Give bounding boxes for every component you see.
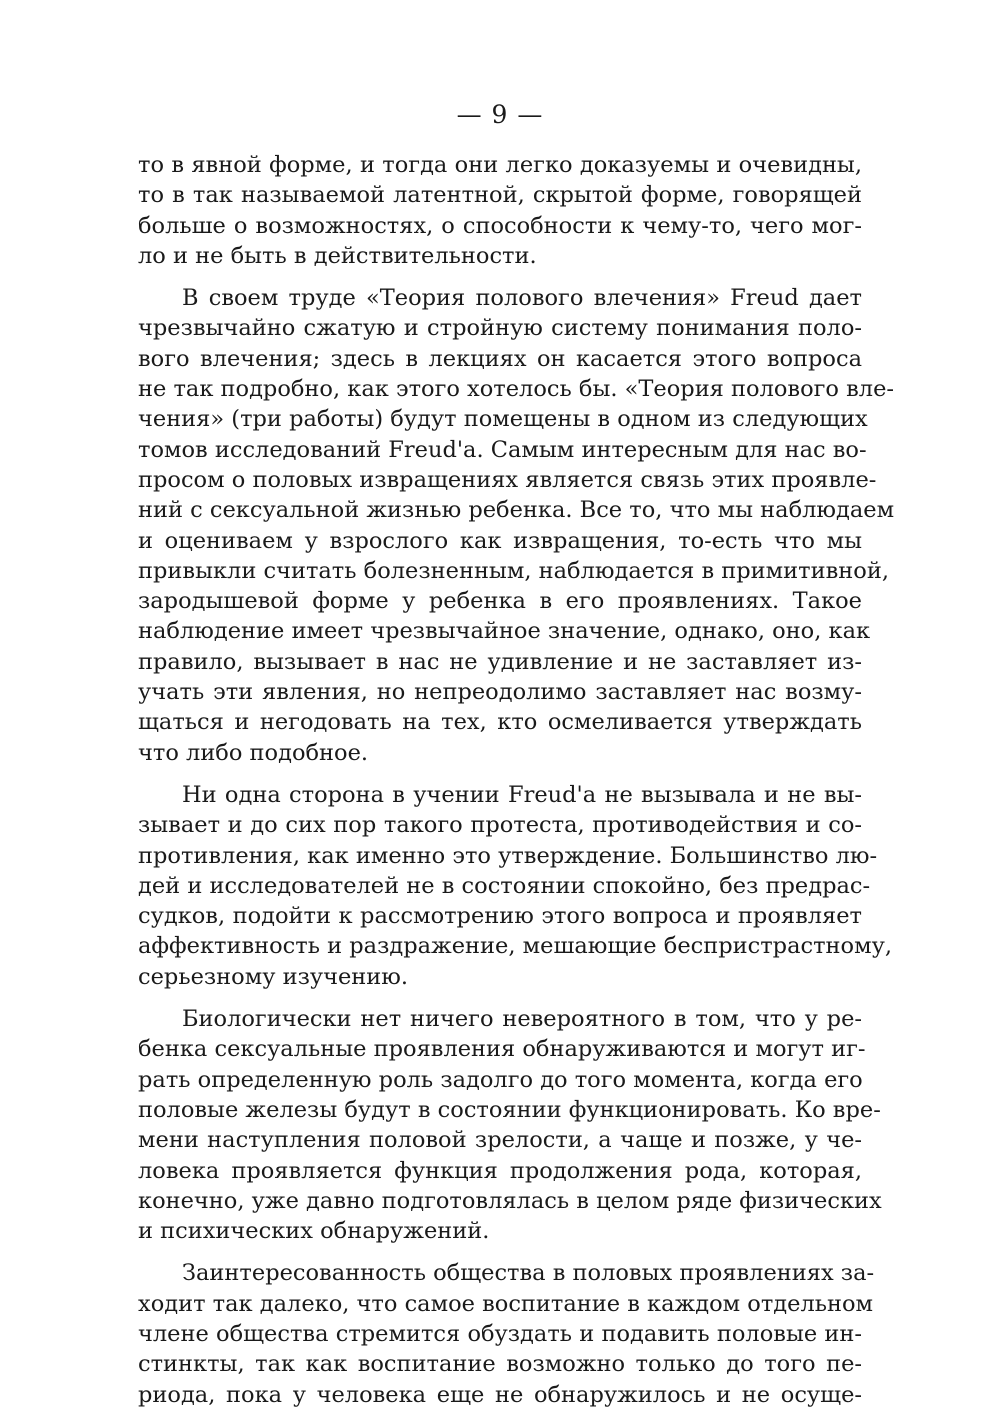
body-text <box>138 150 895 1410</box>
text-line: то в так называемой латентной, скрытой форме, говорящей <box>138 182 862 209</box>
text-line: правило, вызывает в нас не удивление и не заставляет из- <box>138 648 862 675</box>
text-line: мени наступления половой зрелости, а чаще и позже, у че- <box>138 1127 862 1154</box>
text-line: бенка сексуальные проявления обнаруживаются и могут иг- <box>138 1036 866 1063</box>
text-line: Заинтересованность общества в половых проявлениях за- <box>182 1260 875 1287</box>
text-line: Ни одна сторона в учении Freud'a не вызывала и не вы- <box>182 781 862 808</box>
text-line: то в явной форме, и тогда они легко доказуемы и очевидны, <box>138 152 862 178</box>
text-line: ловека проявляется функция продолжения рода, которая, <box>138 1157 862 1184</box>
text-line: ходит так далеко, что самое воспитание в каждом отдельном <box>138 1290 874 1317</box>
text-line: стинкты, так как воспитание возможно только до того пе- <box>138 1351 862 1378</box>
text-line: чения» (три работы) будут помещены в одном из следующих <box>138 406 868 433</box>
text-line: зародышевой форме у ребенка в его проявлениях. Такое <box>138 588 862 615</box>
text-line: рать определенную роль задолго до того момента, когда его <box>138 1066 863 1093</box>
text-line: зывает и до сих пор такого протеста, противодействия и со- <box>138 812 862 839</box>
text-line: дей и исследователей не в состоянии спокойно, без предрас- <box>138 872 871 899</box>
text-line: ний с сексуальной жизнью ребенка. Все то, что мы наблюдаем <box>138 497 895 524</box>
text-line: чрезвычайно сжатую и стройную систему понимания поло- <box>138 315 862 342</box>
text-line: вого влечения; здесь в лекциях он касается этого вопроса <box>138 345 862 372</box>
text-line: риода, пока у человека еще не обнаружилось и не осуще- <box>138 1381 862 1408</box>
text-line: учать эти явления, но непреодолимо заставляет нас возму- <box>138 679 862 706</box>
text-line: судков, подойти к рассмотрению этого вопроса и проявляет <box>138 903 862 930</box>
text-line: половые железы будут в состоянии функционировать. Ко вре- <box>138 1096 881 1123</box>
text-line: просом о половых извращениях является связь этих проявле- <box>138 466 877 493</box>
text-line: и психических обнаружений. <box>138 1218 490 1245</box>
text-line: больше о возможностях, о способности к чему-то, чего мог- <box>138 212 862 239</box>
text-line: и оцениваем у взрослого как извращения, то-есть что мы <box>138 527 862 554</box>
text-line: не так подробно, как этого хотелось бы. «Теория полового вле- <box>138 376 894 403</box>
text-line: члене общества стремится обуздать и подавить половые ин- <box>138 1320 862 1347</box>
text-line: серьезному изучению. <box>138 963 409 990</box>
text-line: противления, как именно это утверждение. Большинство лю- <box>138 842 878 869</box>
text-line: щаться и негодовать на тех, кто осмеливается утверждать <box>138 709 862 736</box>
text-line: аффективность и раздражение, мешающие беспристрастному, <box>138 933 892 960</box>
text-line: наблюдение имеет чрезвычайное значение, однако, оно, как <box>138 618 871 645</box>
text-line: В своем труде «Теория полового влечения» Freud дает <box>182 285 862 312</box>
text-line: конечно, уже давно подготовлялась в целом ряде физических <box>138 1187 882 1214</box>
text-line: Биологически нет ничего невероятного в том, что у ре- <box>182 1006 862 1033</box>
text-line: что либо подобное. <box>138 739 369 766</box>
text-line: ло и не быть в действительности. <box>138 242 537 269</box>
text-line: томов исследований Freud'a. Самым интересным для нас во- <box>138 436 867 463</box>
page-number: — 9 — <box>456 100 544 129</box>
text-line: привыкли считать болезненным, наблюдается в примитивной, <box>138 557 889 584</box>
